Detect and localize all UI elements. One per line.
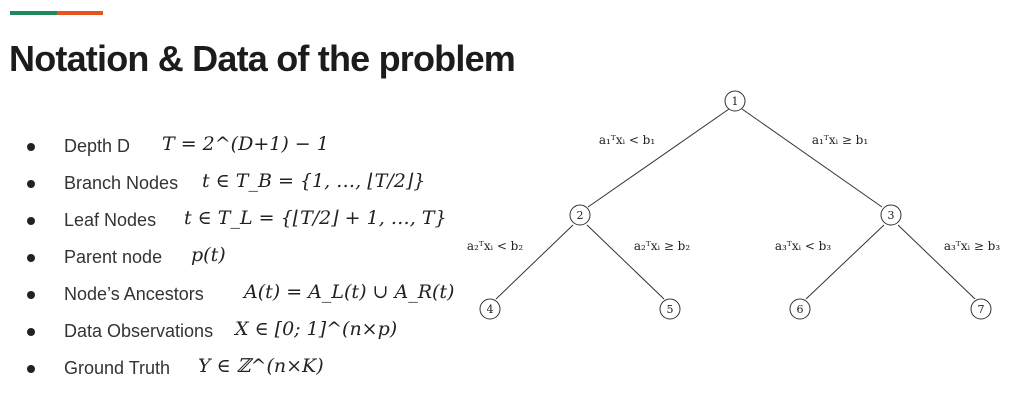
bullet-dot xyxy=(27,291,35,299)
edge-condition-3-7: a₃ᵀxᵢ ≥ b₃ xyxy=(943,239,1001,253)
bullet-formula: t ∈ T_B = {1, …, ⌊T/2⌋} xyxy=(202,170,426,192)
bullet-dot xyxy=(27,365,35,373)
node-label-5: 5 xyxy=(666,303,674,316)
bullet-dot xyxy=(27,217,35,225)
accent-bar-green xyxy=(10,11,57,15)
bullet-label: Depth D xyxy=(64,136,131,156)
edge-condition-2-5: a₂ᵀxᵢ ≥ b₂ xyxy=(633,239,691,253)
accent-bar-orange xyxy=(57,11,103,15)
edge-3-7 xyxy=(898,225,975,299)
bullet-label: Parent node xyxy=(64,247,163,267)
bullet-dot xyxy=(27,143,35,151)
bullet-dot xyxy=(27,328,35,336)
node-label-7: 7 xyxy=(977,303,985,316)
tree-node-labels xyxy=(487,95,985,316)
edge-1-3 xyxy=(742,109,882,207)
edge-condition-2-4: a₂ᵀxᵢ < b₂ xyxy=(466,239,524,253)
slide-title: Notation & Data of the problem xyxy=(9,38,515,79)
edge-condition-1-3: a₁ᵀxᵢ ≥ b₁ xyxy=(811,133,869,147)
edge-condition-3-6: a₃ᵀxᵢ < b₃ xyxy=(774,239,832,253)
node-label-3: 3 xyxy=(887,209,895,222)
edge-2-4 xyxy=(496,225,573,299)
bullet-dot xyxy=(27,180,35,188)
tree-nodes xyxy=(480,91,991,319)
tree-edges xyxy=(496,109,975,299)
tree-edge-conditions xyxy=(467,133,1001,253)
node-label-2: 2 xyxy=(576,209,584,222)
bullet-dot xyxy=(27,254,35,262)
edge-3-6 xyxy=(806,225,884,299)
node-label-4: 4 xyxy=(486,303,494,316)
edge-1-2 xyxy=(588,109,729,207)
bullet-formula: X ∈ [0; 1]^(n×p) xyxy=(235,318,398,340)
bullet-label: Data Observations xyxy=(64,321,214,341)
decision-tree-diagram xyxy=(440,80,1020,330)
bullet-formula: p(t) xyxy=(191,244,226,266)
bullet-label: Leaf Nodes xyxy=(64,210,157,230)
node-label-6: 6 xyxy=(796,303,804,316)
bullet-formula: T = 2^(D+1) − 1 xyxy=(162,133,329,155)
bullet-label: Ground Truth xyxy=(64,358,171,378)
edge-2-5 xyxy=(587,225,664,299)
node-label-1: 1 xyxy=(731,95,739,108)
edge-condition-1-2: a₁ᵀxᵢ < b₁ xyxy=(598,133,656,147)
bullet-formula: Y ∈ ℤ^(n×K) xyxy=(198,355,324,377)
bullet-label: Branch Nodes xyxy=(64,173,179,193)
bullet-label: Node’s Ancestors xyxy=(64,284,204,304)
bullet-formula: A(t) = A_L(t) ∪ A_R(t) xyxy=(244,281,455,303)
bullet-formula: t ∈ T_L = {⌊T/2⌋ + 1, …, T} xyxy=(184,207,447,229)
